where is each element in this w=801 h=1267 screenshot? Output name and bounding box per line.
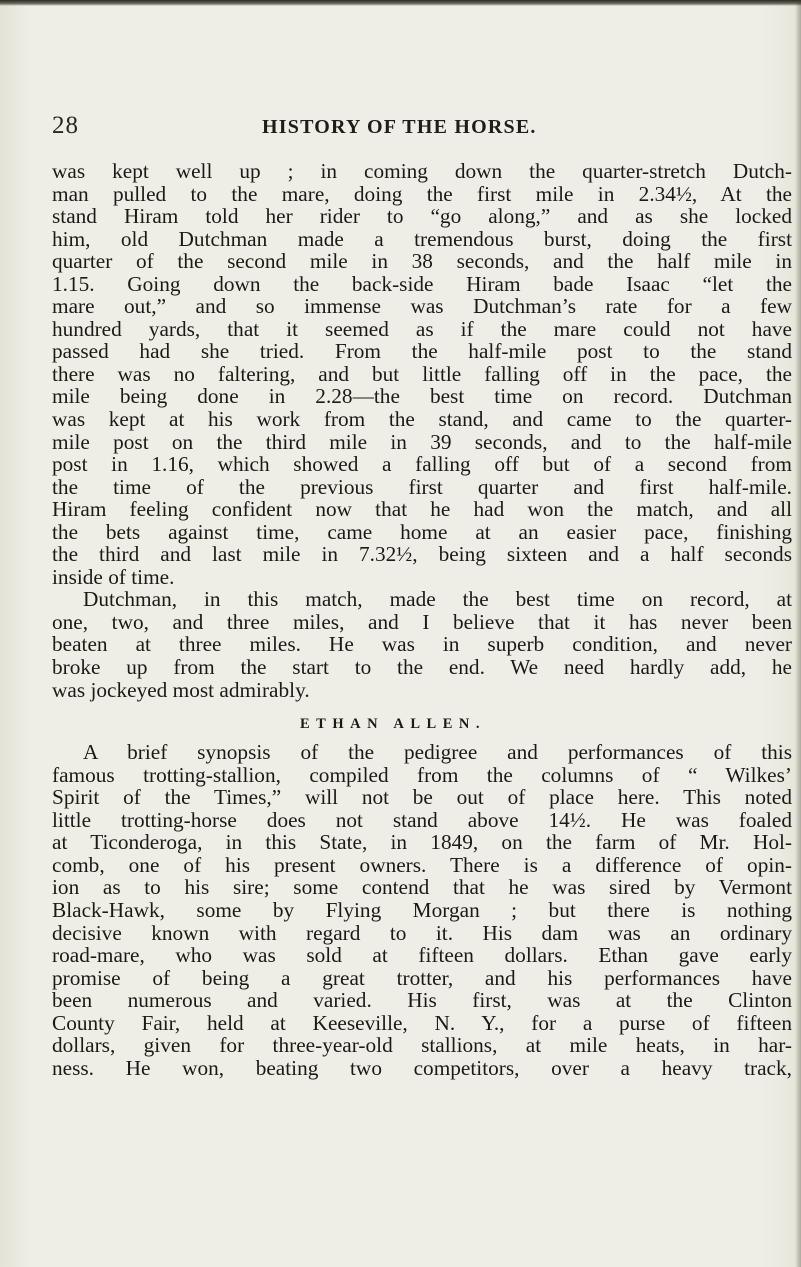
text-line: Spirit of the Times,” will not be out of place here. This noted xyxy=(52,785,792,810)
text-line: County Fair, held at Keeseville, N. Y., for a purse of fifteen xyxy=(52,1010,792,1035)
text-line: there was no faltering, and but little falling off in the pace, the xyxy=(52,361,792,386)
text-line: road-mare, who was sold at fifteen dollars. Ethan gave early xyxy=(52,943,792,968)
text-line: ness. He won, beating two competitors, over a heavy track, xyxy=(52,1055,792,1080)
text-line: him, old Dutchman made a tremendous burst, doing the first xyxy=(52,226,792,251)
text-line: at Ticonderoga, in this State, in 1849, on the farm of Mr. Hol- xyxy=(52,830,792,855)
text-line: Hiram feeling confident now that he had won the match, and all xyxy=(52,497,792,522)
text-line: broke up from the start to the end. We need hardly add, he xyxy=(52,655,792,680)
text-line: the bets against time, came home at an easier pace, finishing xyxy=(52,519,792,544)
paragraph-ethan-allen xyxy=(52,741,792,1079)
text-line: 1.15. Going down the back-side Hiram bade Isaac “let the xyxy=(52,271,792,296)
text-line: was jockeyed most admirably. xyxy=(52,677,310,702)
text-line: the third and last mile in 7.32½, being sixteen and a half seconds xyxy=(52,542,792,567)
paragraph-dutchman-record xyxy=(52,588,792,701)
text-line: stand Hiram told her rider to “go along,” and as she locked xyxy=(52,204,792,229)
text-line: was kept well up ; in coming down the quarter-stretch Dutch- xyxy=(52,159,792,183)
text-line: beaten at three miles. He was in superb condition, and never xyxy=(52,632,792,657)
text-line: famous trotting-stallion, compiled from the columns of “ Wilkes’ xyxy=(52,762,792,787)
text-line: decisive known with regard to it. His dam was an ordinary xyxy=(52,920,792,945)
page-number: 28 xyxy=(52,112,79,139)
text-line: post in 1.16, which showed a falling off but of a second from xyxy=(52,452,792,477)
text-line: been numerous and varied. His first, was at the Clinton xyxy=(52,988,792,1013)
text-line: Dutchman, in this match, made the best time on record, at xyxy=(83,587,792,612)
paragraph-dutchman-race xyxy=(52,160,792,588)
page-edge-shadow xyxy=(795,0,801,1267)
text-line: A brief synopsis of the pedigree and performances of this xyxy=(83,740,792,765)
page-header xyxy=(0,112,801,142)
text-line: promise of being a great trotter, and his performances have xyxy=(52,965,792,990)
text-line: comb, one of his present owners. There is a difference of opin- xyxy=(52,852,792,877)
text-line: little trotting-horse does not stand above 14½. He was foaled xyxy=(52,807,792,832)
text-line: hundred yards, that it seemed as if the mare could not have xyxy=(52,316,792,341)
running-head: HISTORY OF THE HORSE. xyxy=(262,116,537,138)
text-line: Black-Hawk, some by Flying Morgan ; but there is nothing xyxy=(52,897,792,922)
text-line: mile post on the third mile in 39 seconds, and to the half-mile xyxy=(52,429,792,454)
text-line: the time of the previous first quarter and first half-mile. xyxy=(52,474,792,499)
section-heading: ETHAN ALLEN. xyxy=(300,716,486,733)
text-line: was kept at his work from the stand, and came to the quarter- xyxy=(52,407,792,432)
text-line: inside of time. xyxy=(52,564,175,589)
text-line: man pulled to the mare, doing the first mile in 2.34½, At the xyxy=(52,181,792,206)
text-line: ion as to his sire; some contend that he was sired by Vermont xyxy=(52,875,792,900)
page-top-shadow xyxy=(0,0,801,6)
text-line: passed had she tried. From the half-mile post to the stand xyxy=(52,339,792,364)
text-line: mare out,” and so immense was Dutchman’s rate for a few xyxy=(52,294,792,319)
body-text xyxy=(52,160,792,1079)
text-line: one, two, and three miles, and I believe that it has never been xyxy=(52,609,792,634)
text-line: quarter of the second mile in 38 seconds, and the half mile in xyxy=(52,249,792,274)
text-line: dollars, given for three-year-old stallions, at mile heats, in har- xyxy=(52,1033,792,1058)
text-line: mile being done in 2.28—the best time on record. Dutchman xyxy=(52,384,792,409)
